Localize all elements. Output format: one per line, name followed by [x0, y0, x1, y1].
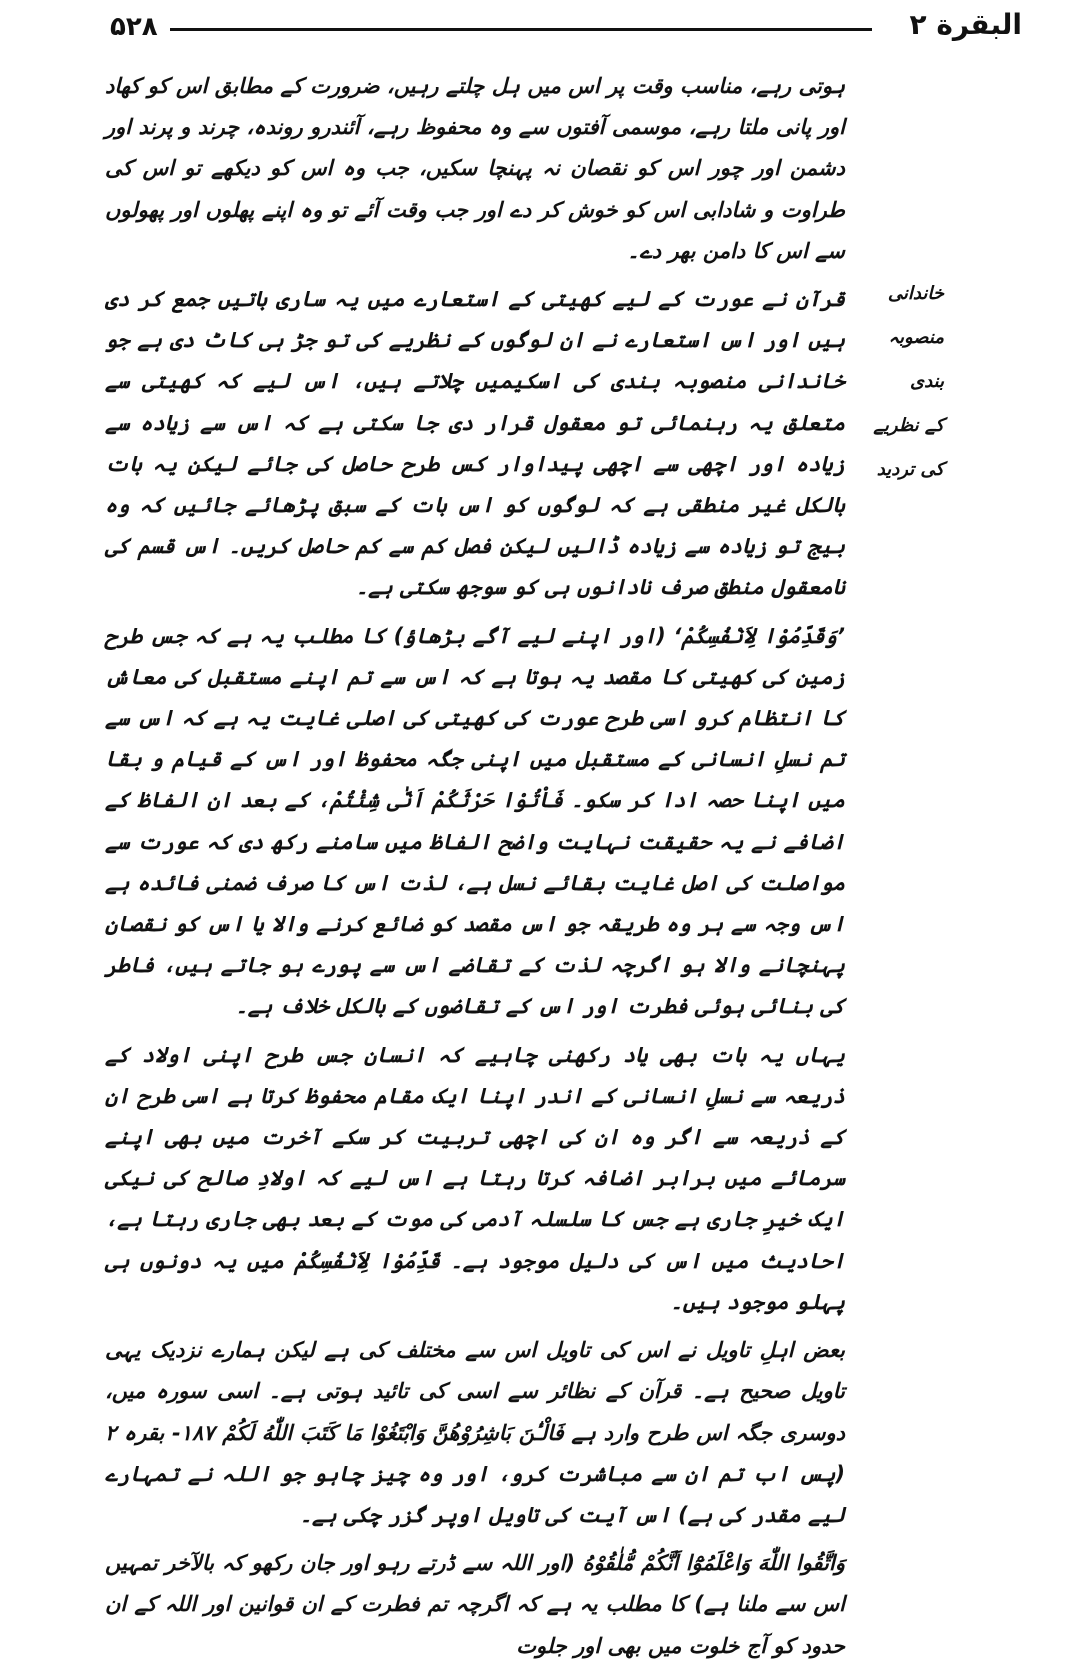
page-number: ۵۲۸	[110, 12, 158, 42]
margin-note-line: منصوبہ بندی	[888, 327, 944, 392]
paragraph: ہوتی رہے، مناسب وقت پر اس میں ہل چلتے رہیں، ضرورت کے مطابق اس کو کھاد اور پانی ملتا رہے، موسمی آفتوں سے وہ محفوظ رہے، آئندرو روندہ، چرند و پرند اور دشمن اور چور اس کو نقصان نہ پہنچا سکیں، جب وہ اس کو دیکھے تو اس کی طراوت و شادابی اس کو خوش کر دے اور جب وقت آئے تو وہ اپنے پھلوں اور پھولوں سے اس کا دامن بھر دے۔	[105, 74, 845, 263]
margin-note-line: کی تردید	[876, 459, 944, 480]
margin-note	[852, 272, 944, 492]
paragraph: ’وَقَدِّمُوْا لِاَنْفُسِكُمْ‘ (اور اپنے لیے آگے بڑھاؤ) کا مطلب یہ ہے کہ جس طرح زمین کی کھیتی کا مقصد یہ ہوتا ہے کہ اس سے تم اپنے مستقبل کی معاش کا انتظام کرو اسی طرح عورت کی کھیتی کی اصلی غایت یہ ہے کہ اس سے تم نسلِ انسانی کے مستقبل میں اپنی جگہ محفوظ اور اس کے قیام و بقا میں اپنا حصہ ادا کر سکو۔ فَاْتُوْا حَرْثَكُمْ اَنّٰى شِئْتُمْ، کے بعد ان الفاظ کے اضافے نے یہ حقیقت نہایت واضح الفاظ میں سامنے رکھ دی کہ عورت سے مواصلت کی اصل غایت بقائے نسل ہے، لذت اس کا صرف ضمنی فائدہ ہے اس وجہ سے ہر وہ طریقہ جو اس مقصد کو ضائع کرنے والا یا اس کو نقصان پہنچانے والا ہو اگرچہ لذت کے تقاضے اس سے پورے ہو جاتے ہیں، فاطر کی بنائی ہوئی فطرت اور اس کے تقاضوں کے بالکل خلاف ہے۔	[105, 623, 845, 1019]
paragraph: بعض اہلِ تاویل نے اس کی تاویل اس سے مختلف کی ہے لیکن ہمارے نزدیک یہی تاویل صحیح ہے۔ قرآن کے نظائر سے اسی کی تائید ہوتی ہے۔ اسی سورہ میں، دوسری جگہ اس طرح وارد ہے فَالْـٰٔنَ بَاشِرُوْهُنَّ وَابْتَغُوْا مَا كَتَبَ اللّٰهُ لَكُمْ ۱۸۷- بقرہ ۲ (پس اب تم ان سے مباشرت کرو، اور وہ چیز چاہو جو اللہ نے تمہارے لیے مقدر کی ہے) اس آیت کی تاویل اوپر گزر چکی ہے۔	[105, 1338, 845, 1527]
header-rule	[170, 28, 872, 31]
paragraph: یہاں یہ بات بھی یاد رکھنی چاہیے کہ انسان جس طرح اپنی اولاد کے ذریعہ سے نسلِ انسانی کے اندر اپنا ایک مقام محفوظ کرتا ہے اسی طرح ان کے ذریعہ سے اگر وہ ان کی اچھی تربیت کر سکے آخرت میں بھی اپنے سرمائے میں برابر اضافہ کرتا رہتا ہے اس لیے کہ اولادِ صالح کی نیکی ایک خیرِ جاری ہے جس کا سلسلہ آدمی کی موت کے بعد بھی جاری رہتا ہے، احادیث میں اس کی دلیل موجود ہے۔ قَدِّمُوْا لِاَنْفُسِكُمْ میں یہ دونوں ہی پہلو موجود ہیں۔	[105, 1042, 845, 1314]
paragraph: قرآن نے عورت کے لیے کھیتی کے استعارے میں یہ ساری باتیں جمع کر دی ہیں اور اس استعارے نے ان لوگوں کے نظریے کی تو جڑ ہی کاٹ دی ہے جو خاندانی منصوبہ بندی کی اسکیمیں چلاتے ہیں، اس لیے کہ کھیتی سے متعلق یہ رہنمائی تو معقول قرار دی جا سکتی ہے کہ اس سے زیادہ سے زیادہ اور اچھی سے اچھی پیداوار کس طرح حاصل کی جائے لیکن یہ بات بالکل غیر منطقی ہے کہ لوگوں کو اس بات کے سبق پڑھائے جائیں کہ وہ بیج تو زیادہ سے زیادہ ڈالیں لیکن فصل کم سے کم حاصل کریں۔ اس قسم کی نامعقول منطق صرف نادانوں ہی کو سوجھ سکتی ہے۔	[105, 287, 845, 600]
margin-note-line: کے نظریے	[873, 415, 944, 436]
surah-title: البقرة ۲	[909, 8, 1022, 41]
body-text	[105, 66, 845, 1658]
margin-note-line: خاندانی	[887, 283, 944, 304]
page-header	[110, 8, 1022, 48]
paragraph: وَاتَّقُوا اللّٰهَ وَاعْلَمُوْٓا اَنَّكُمْ مُّلٰقُوْهُ (اور اللہ سے ڈرتے رہو اور جان رکھو کہ بالآخر تمہیں اس سے ملنا ہے) کا مطلب یہ ہے کہ اگرچہ تم فطرت کے ان قوانین اور اللہ کے ان حدود کو آج خلوت میں بھی اور جلوت	[105, 1551, 845, 1658]
